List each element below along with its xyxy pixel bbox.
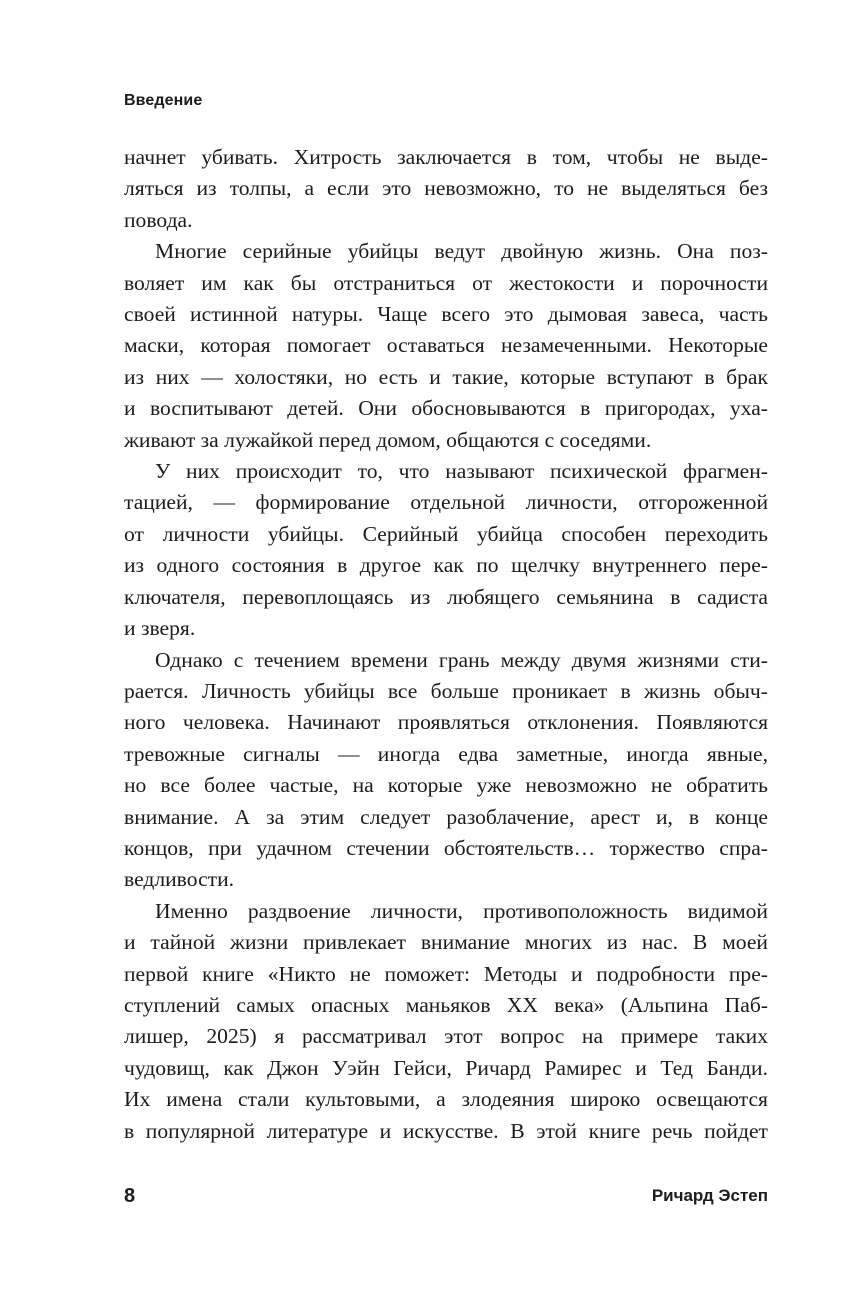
text-line: ного человека. Начинают проявляться отклонения. Появляются bbox=[124, 710, 768, 735]
running-title: Введение bbox=[124, 92, 203, 109]
text-line: Многие серийные убийцы ведут двойную жизнь. Она поз- bbox=[155, 239, 768, 264]
text-line: Их имена стали культовыми, а злодеяния широко освещаются bbox=[124, 1087, 768, 1112]
text-line: начнет убивать. Хитрость заключается в том, чтобы не выде- bbox=[124, 145, 768, 169]
text-line: но все более частые, на которые уже невозможно не обратить bbox=[124, 773, 768, 798]
text-line: ляться из толпы, а если это невозможно, то не выделяться без bbox=[124, 176, 768, 201]
text-line: и тайной жизни привлекает внимание многих из нас. В моей bbox=[124, 930, 768, 955]
text-line: тревожные сигналы — иногда едва заметные, иногда явные, bbox=[124, 741, 768, 766]
text-line: Однако с течением времени грань между двумя жизнями сти- bbox=[155, 647, 768, 672]
text-line: из одного состояния в другое как по щелчку внутреннего пере- bbox=[124, 553, 768, 578]
text-line: из них — холостяки, но есть и такие, которые вступают в брак bbox=[124, 364, 768, 389]
text-line: тацией, — формирование отдельной личности, отгороженной bbox=[124, 490, 768, 515]
text-line: ступлений самых опасных маньяков XX века» (Альпина Паб- bbox=[124, 992, 768, 1017]
text-line: маски, которая помогает оставаться незамеченными. Некоторые bbox=[124, 333, 768, 358]
text-line: живают за лужайкой перед домом, общаются с соседями. bbox=[124, 427, 652, 452]
text-line: воляет им как бы отстраниться от жестокости и порочности bbox=[124, 270, 768, 295]
paragraph bbox=[124, 236, 768, 456]
paragraph bbox=[124, 142, 768, 236]
text-line: концов, при удачном стечении обстоятельств… торжество спра- bbox=[124, 835, 768, 860]
author-name: Ричард Эстеп bbox=[651, 1186, 768, 1205]
text-line: лишер, 2025) я рассматривал этот вопрос на примере таких bbox=[124, 1024, 768, 1049]
text-line: повода. bbox=[124, 207, 193, 232]
text-line: ведливости. bbox=[124, 867, 235, 892]
text-line: и зверя. bbox=[124, 616, 196, 641]
body-text bbox=[124, 142, 768, 1147]
text-line: Именно раздвоение личности, противоположность видимой bbox=[155, 898, 768, 923]
text-line: чудовищ, как Джон Уэйн Гейси, Ричард Рамирес и Тед Банди. bbox=[124, 1055, 768, 1080]
text-line: ключателя, перевоплощаясь из любящего семьянина в садиста bbox=[124, 584, 768, 609]
text-line: от личности убийцы. Серийный убийца способен переходить bbox=[124, 521, 768, 546]
paragraph bbox=[124, 456, 768, 644]
text-line: первой книге «Никто не поможет: Методы и подробности пре- bbox=[124, 961, 768, 986]
text-line: своей истинной натуры. Чаще всего это дымовая завеса, часть bbox=[124, 302, 768, 327]
text-line: и воспитывают детей. Они обосновываются в пригородах, уха- bbox=[124, 396, 768, 421]
paragraph bbox=[124, 896, 768, 1147]
text-line: в популярной литературе и искусстве. В этой книге речь пойдет bbox=[124, 1118, 768, 1143]
text-line: У них происходит то, что называют психической фрагмен- bbox=[155, 459, 768, 484]
paragraph bbox=[124, 645, 768, 896]
text-line: внимание. А за этим следует разоблачение, арест и, в конце bbox=[124, 804, 768, 829]
text-line: рается. Личность убийцы все больше проникает в жизнь обыч- bbox=[124, 678, 768, 703]
page-number: 8 bbox=[124, 1185, 136, 1207]
